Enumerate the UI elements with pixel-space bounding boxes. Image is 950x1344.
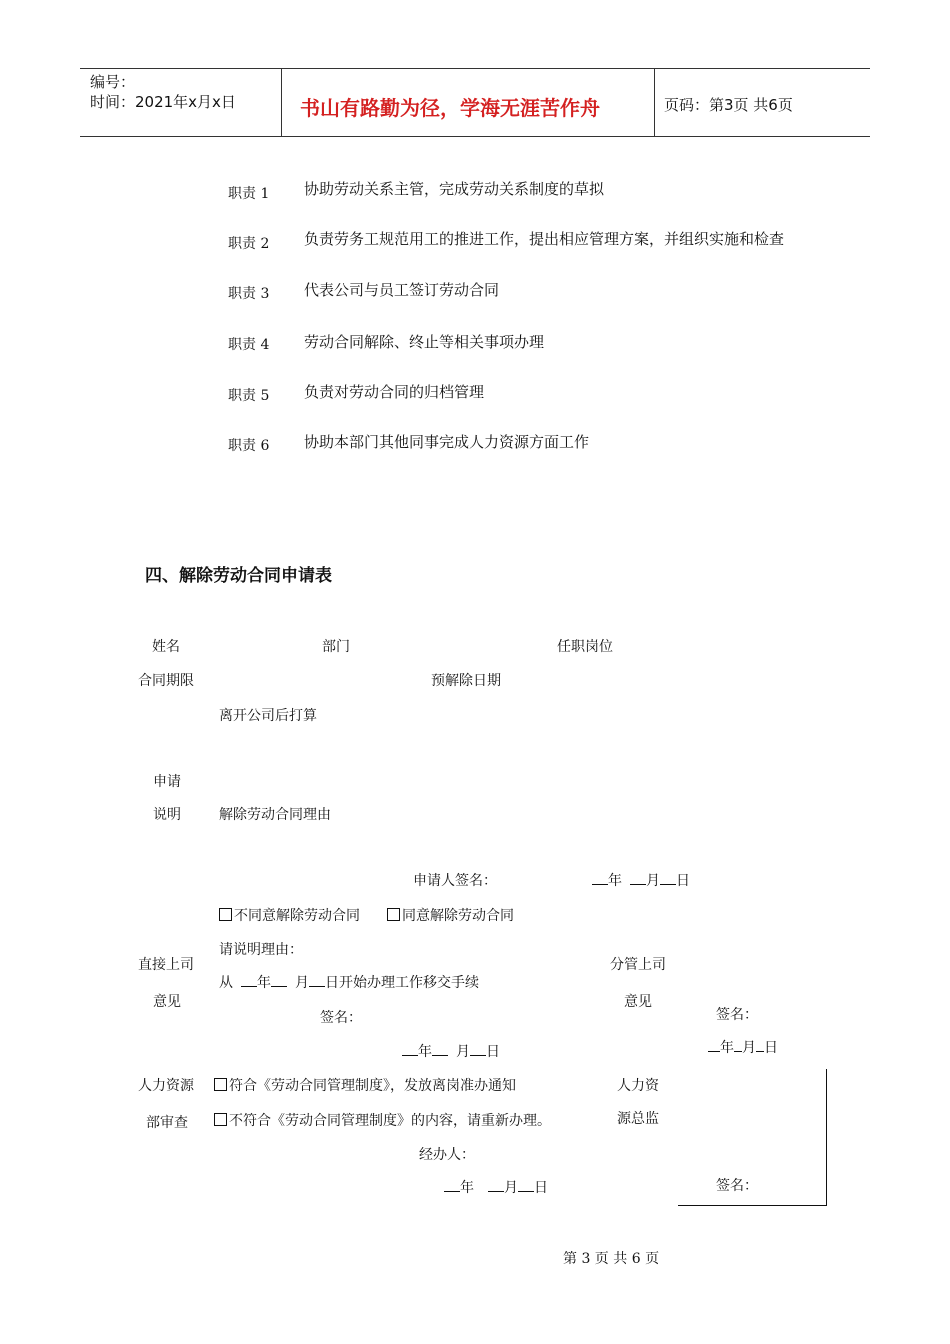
form-supervisor-date	[402, 1041, 500, 1061]
form-manager-date	[708, 1037, 778, 1057]
blank-line	[660, 872, 676, 885]
blank-line	[402, 1043, 418, 1056]
year-label: 年	[720, 1040, 734, 1056]
blank-line	[630, 872, 646, 885]
blank-line	[756, 1039, 764, 1052]
form-applicant-sign-label: 申请人签名：	[413, 873, 497, 889]
month-label: 月	[456, 1044, 470, 1060]
box-bottom-rule	[678, 1205, 827, 1206]
year-label: 年	[257, 975, 271, 991]
blank-line	[470, 1043, 486, 1056]
blank-line	[241, 974, 257, 987]
duty-text: 负责劳务工规范用工的推进工作，提出相应管理方案，并组织实施和检查	[304, 230, 785, 248]
form-hr-label-1: 人力资源	[138, 1078, 194, 1094]
year-label: 年	[418, 1044, 432, 1060]
header-time: 时间：2021年x月x日	[90, 93, 236, 111]
from-label: 从	[219, 975, 233, 991]
form-supervisor-sign-label: 签名：	[320, 1010, 362, 1026]
form-hr-label-2: 部审查	[146, 1115, 188, 1131]
duty-text: 劳动合同解除、终止等相关事项办理	[304, 333, 545, 351]
blank-line	[708, 1039, 720, 1052]
form-dept-label: 部门	[322, 639, 350, 655]
form-manager-label-2: 意见	[624, 994, 652, 1010]
form-director-sign-label: 签名：	[716, 1178, 758, 1194]
checkbox-icon[interactable]	[219, 908, 232, 921]
year-label: 年	[460, 1180, 474, 1196]
blank-line	[309, 974, 325, 987]
form-planned-date-label: 预解除日期	[431, 673, 501, 689]
blank-line	[518, 1179, 534, 1192]
form-applicant-date	[592, 870, 690, 890]
form-director-label-1: 人力资	[617, 1078, 659, 1094]
blank-line	[592, 872, 608, 885]
form-reason-label: 解除劳动合同理由	[219, 807, 331, 823]
form-director-label-2: 源总监	[617, 1111, 659, 1127]
blank-line	[271, 974, 287, 987]
form-supervisor-label-2: 意见	[153, 994, 181, 1010]
duty-label: 职责 1	[228, 186, 270, 202]
day-label: 日	[486, 1044, 500, 1060]
agree-label: 同意解除劳动合同	[402, 908, 514, 924]
form-explain-label: 请说明理由：	[219, 942, 303, 958]
duty-text: 协助本部门其他同事完成人力资源方面工作	[304, 433, 590, 451]
header-divider-right	[654, 68, 655, 136]
blank-line	[432, 1043, 448, 1056]
duty-text: 负责对劳动合同的归档管理	[304, 383, 485, 401]
month-label: 月	[504, 1180, 518, 1196]
form-handover-line	[219, 972, 479, 992]
form-handler-label: 经办人：	[419, 1147, 475, 1163]
month-label: 月	[295, 975, 309, 991]
day-label: 日	[534, 1180, 548, 1196]
form-agree-option[interactable]	[387, 905, 514, 925]
form-manager-sign-label: 签名：	[716, 1007, 758, 1023]
disagree-label: 不同意解除劳动合同	[234, 908, 360, 924]
conform-label: 符合《劳动合同管理制度》，发放离岗准办通知	[229, 1078, 516, 1094]
form-position-label: 任职岗位	[557, 639, 613, 655]
header-top-rule	[80, 68, 870, 69]
blank-line	[734, 1039, 742, 1052]
form-apply-label-1: 申请	[153, 774, 181, 790]
form-disagree-option[interactable]	[219, 905, 360, 925]
header-divider-left	[281, 68, 282, 136]
header-motto: 书山有路勤为径，学海无涯苦作舟	[300, 96, 600, 120]
header-page-info: 页码：第3页 共6页	[664, 96, 793, 114]
year-label: 年	[608, 873, 622, 889]
month-label: 月	[646, 873, 660, 889]
form-after-leave-label: 离开公司后打算	[219, 708, 317, 724]
box-right-rule	[826, 1069, 827, 1205]
form-nonconform-option[interactable]	[214, 1110, 551, 1130]
page-footer: 第 3 页 共 6 页	[563, 1251, 660, 1267]
form-supervisor-label-1: 直接上司	[138, 957, 194, 973]
handover-label: 日开始办理工作移交手续	[325, 975, 479, 991]
month-label: 月	[742, 1040, 756, 1056]
section-title: 四、解除劳动合同申请表	[145, 566, 332, 586]
form-conform-option[interactable]	[214, 1075, 516, 1095]
header-bottom-rule	[80, 136, 870, 137]
checkbox-icon[interactable]	[214, 1078, 227, 1091]
duty-text: 协助劳动关系主管，完成劳动关系制度的草拟	[304, 180, 605, 198]
duty-label: 职责 2	[228, 236, 270, 252]
form-name-label: 姓名	[152, 639, 180, 655]
duty-label: 职责 5	[228, 388, 270, 404]
duty-label: 职责 6	[228, 438, 270, 454]
checkbox-icon[interactable]	[214, 1113, 227, 1126]
header-number: 编号：	[90, 73, 136, 91]
day-label: 日	[676, 873, 690, 889]
form-handler-date	[444, 1177, 548, 1197]
day-label: 日	[764, 1040, 778, 1056]
form-apply-label-2: 说明	[153, 807, 181, 823]
blank-line	[444, 1179, 460, 1192]
duty-text: 代表公司与员工签订劳动合同	[304, 281, 500, 299]
blank-line	[488, 1179, 504, 1192]
duty-label: 职责 3	[228, 286, 270, 302]
form-manager-label-1: 分管上司	[610, 957, 666, 973]
nonconform-label: 不符合《劳动合同管理制度》的内容，请重新办理。	[229, 1113, 551, 1129]
duty-label: 职责 4	[228, 337, 270, 353]
checkbox-icon[interactable]	[387, 908, 400, 921]
form-contract-term-label: 合同期限	[138, 673, 194, 689]
